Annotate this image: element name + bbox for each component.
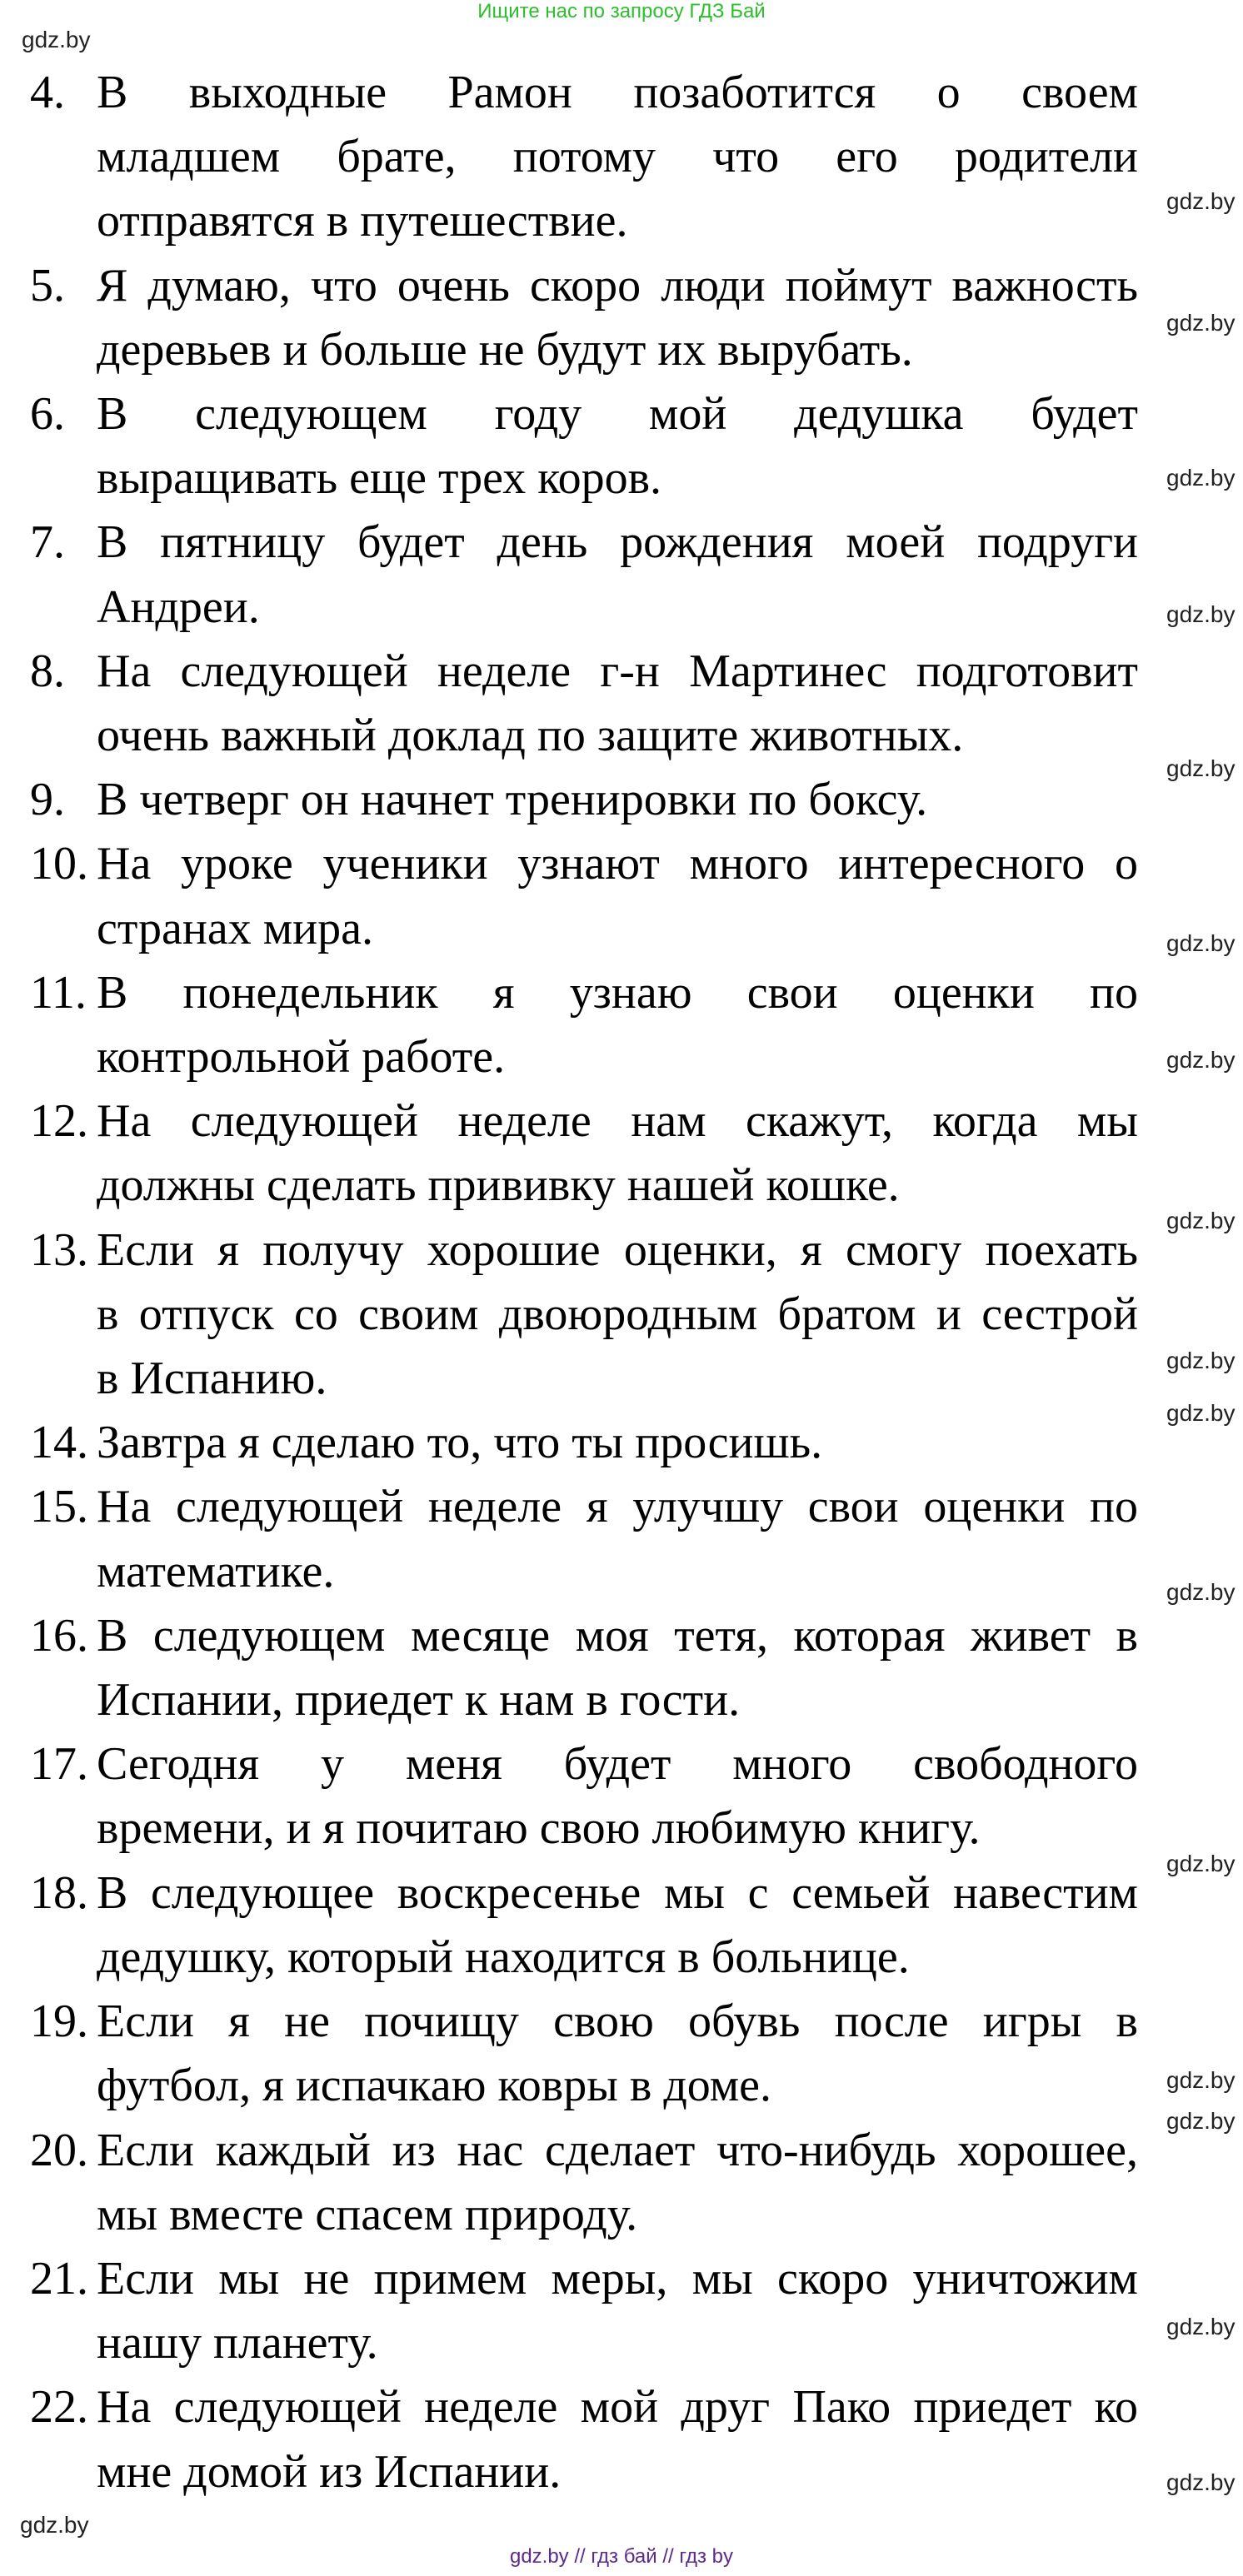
watermark-text: gdz.by xyxy=(1166,1579,1236,1605)
watermark-text: gdz.by xyxy=(1166,1348,1236,1373)
item-text-line: мы вместе спасем природу. xyxy=(97,2188,638,2240)
item-text-line: Завтра я сделаю то, что ты просишь. xyxy=(97,1417,823,1469)
item-text-line: контрольной работе. xyxy=(97,1031,506,1084)
watermark-text: gdz.by xyxy=(1166,2108,1236,2134)
watermark-text: gdz.by xyxy=(1166,1851,1236,1876)
list-item xyxy=(30,1732,1138,1861)
item-number: 21. xyxy=(30,2252,88,2304)
list-item xyxy=(30,640,1138,768)
list-item xyxy=(30,961,1138,1089)
item-text-line: Андреи. xyxy=(97,580,260,633)
item-number: 15. xyxy=(30,1481,88,1533)
watermark-text: gdz.by xyxy=(22,27,91,52)
item-number: 7. xyxy=(30,516,65,569)
item-text-line: дедушку, который находится в больнице. xyxy=(97,1931,910,1983)
list-item xyxy=(30,1604,1138,1732)
watermark-text: gdz.by xyxy=(1166,1400,1236,1426)
watermark-text: gdz.by xyxy=(1166,2314,1236,2339)
item-number: 13. xyxy=(30,1223,88,1276)
item-number: 17. xyxy=(30,1738,88,1791)
item-text-line: На следующей неделе мой друг Пако приедет ко xyxy=(97,2381,1138,2434)
item-text-line: очень важный доклад по защите животных. xyxy=(97,710,964,762)
item-number: 16. xyxy=(30,1609,88,1662)
item-text-line: Если я получу хорошие оценки, я смогу поехать xyxy=(97,1223,1138,1276)
watermark-text: gdz.by xyxy=(1166,188,1236,214)
list-item xyxy=(30,1990,1138,2118)
watermark-text: gdz.by xyxy=(1166,755,1236,781)
list-item xyxy=(30,2375,1138,2504)
list-item xyxy=(30,1861,1138,1990)
item-number: 19. xyxy=(30,1996,88,2048)
item-text-line: Если каждый из нас сделает что-нибудь хорошее, xyxy=(97,2124,1138,2176)
item-text-line: На уроке ученики узнают много интересного о xyxy=(97,838,1138,890)
list-item xyxy=(30,832,1138,960)
item-text-line: мне домой из Испании. xyxy=(97,2445,562,2498)
item-text-line: На следующей неделе г-н Мартинес подготовит xyxy=(97,645,1138,697)
watermark-text: gdz.by xyxy=(1166,601,1236,627)
item-text-line: отправятся в путешествие. xyxy=(97,195,628,247)
list-item xyxy=(30,2247,1138,2375)
item-number: 10. xyxy=(30,838,88,890)
item-text-line: в отпуск со своим двоюродным братом и сестрой xyxy=(97,1288,1138,1340)
item-number: 14. xyxy=(30,1417,88,1469)
list-item xyxy=(30,2119,1138,2247)
item-text-line: Я думаю, что очень скоро люди поймут важность xyxy=(97,259,1138,311)
item-text-line: В следующем месяце моя тетя, которая живет в xyxy=(97,1609,1138,1662)
watermark-text: gdz.by xyxy=(1166,1208,1236,1233)
item-text-line: Если я не почищу свою обувь после игры в xyxy=(97,1996,1138,2048)
list-item xyxy=(30,254,1138,382)
item-text-line: деревьев и больше не будут их вырубать. xyxy=(97,323,913,376)
item-text-line: В четверг он начнет тренировки по боксу. xyxy=(97,774,928,826)
list-item xyxy=(30,61,1138,254)
item-text-line: В понедельник я узнаю свои оценки по xyxy=(97,966,1138,1019)
item-text-line: На следующей неделе нам скажут, когда мы xyxy=(97,1095,1138,1148)
item-text-line: футбол, я испачкаю ковры в доме. xyxy=(97,2060,772,2112)
item-number: 18. xyxy=(30,1866,88,1919)
item-text-line: Испании, приедет к нам в гости. xyxy=(97,1674,741,1726)
item-text-line: должны сделать прививку нашей кошке. xyxy=(97,1159,900,1212)
header-banner: Ищите нас по запросу ГДЗ Бай xyxy=(477,0,766,22)
item-text-line: математике. xyxy=(97,1545,335,1597)
watermark-text: gdz.by xyxy=(1166,2469,1236,2495)
item-number: 20. xyxy=(30,2124,88,2176)
item-text-line: времени, и я почитаю свою любимую книгу. xyxy=(97,1802,981,1855)
item-text-line: В выходные Рамон позаботится о своем xyxy=(97,67,1138,118)
item-number: 8. xyxy=(30,645,65,697)
list-item xyxy=(30,1411,1138,1475)
item-text-line: Если мы не примем меры, мы скоро уничтожим xyxy=(97,2252,1138,2304)
item-text-line: В пятницу будет день рождения моей подруги xyxy=(97,516,1138,569)
watermark-text: gdz.by xyxy=(20,2512,89,2538)
list-item xyxy=(30,382,1138,511)
watermark-text: gdz.by xyxy=(1166,2067,1236,2093)
item-text-line: выращивать еще трех коров. xyxy=(97,452,662,505)
list-item xyxy=(30,511,1138,639)
item-text-line: В следующем году мой дедушка будет xyxy=(97,388,1138,441)
list-item xyxy=(30,1089,1138,1218)
item-text-line: В следующее воскресенье мы с семьей навестим xyxy=(97,1866,1138,1919)
watermark-text: gdz.by xyxy=(1166,1047,1236,1073)
footer-banner: gdz.by // гдз бай // гдз by xyxy=(509,2545,734,2568)
item-text-line: странах мира. xyxy=(97,902,373,954)
list-item xyxy=(30,1475,1138,1603)
item-number: 11. xyxy=(30,966,87,1019)
item-number: 12. xyxy=(30,1095,88,1148)
item-number: 22. xyxy=(30,2381,88,2434)
item-text-line: нашу планету. xyxy=(97,2317,378,2369)
list-item xyxy=(30,768,1138,832)
item-number: 4. xyxy=(30,67,65,118)
item-text-line: Сегодня у меня будет много свободного xyxy=(97,1738,1138,1791)
item-number: 6. xyxy=(30,388,65,441)
watermark-text: gdz.by xyxy=(1166,930,1236,956)
item-text-line: в Испанию. xyxy=(97,1353,327,1405)
watermark-text: gdz.by xyxy=(1166,310,1236,336)
item-number: 9. xyxy=(30,774,65,826)
item-number: 5. xyxy=(30,259,65,311)
list-item xyxy=(30,1218,1138,1412)
item-text-line: На следующей неделе я улучшу свои оценки по xyxy=(97,1481,1138,1533)
watermark-text: gdz.by xyxy=(1166,465,1236,491)
item-text-line: младшем брате, потому что его родители xyxy=(97,131,1138,183)
answer-list xyxy=(30,61,1138,2504)
